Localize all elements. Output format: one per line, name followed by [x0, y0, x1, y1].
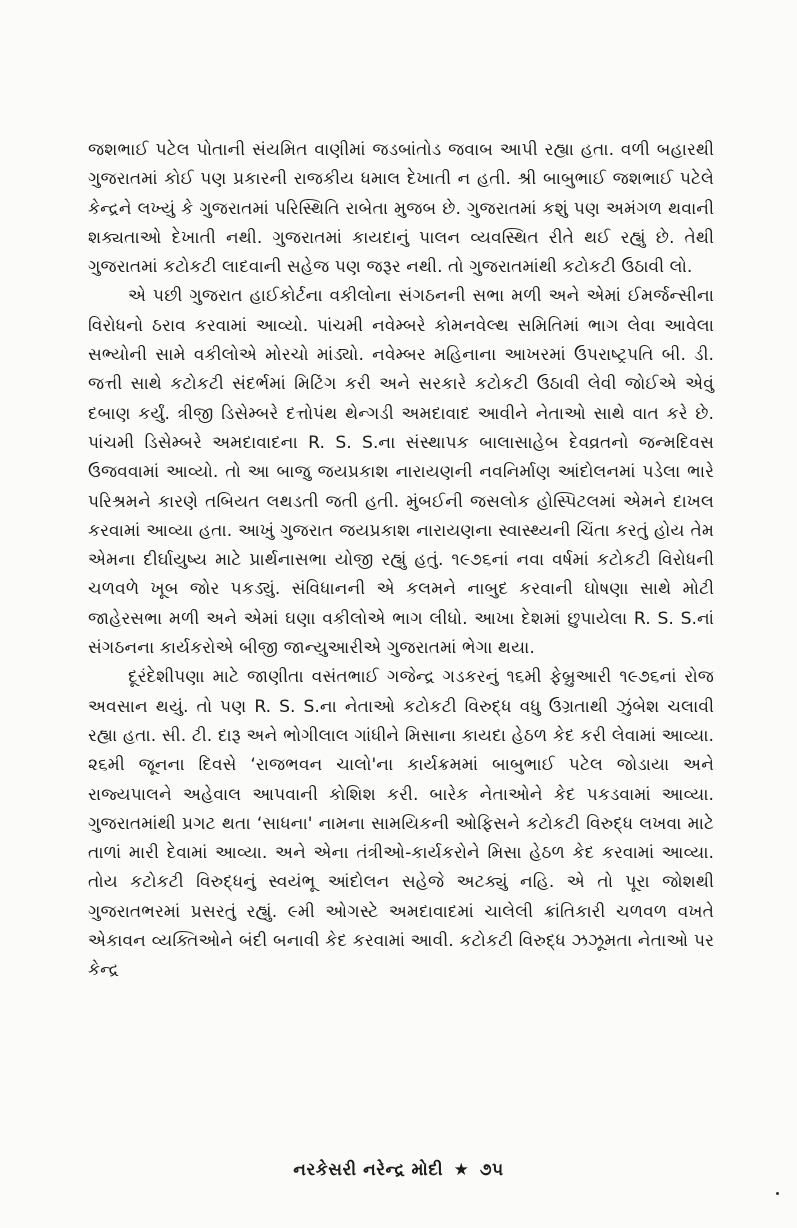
page-footer: [0, 1160, 797, 1180]
paragraph-2: એ પછી ગુજરાત હાઈકોર્ટના વકીલોના સંગઠનની સભા મળી અને એમાં ઈમર્જન્સીના વિરોધનો ઠરાવ કરવામાં આવ્યો. પાંચમી નવેમ્બરે કોમનવેલ્થ સમિતિમાં ભાગ લેવા આવેલા સભ્યોની સામે વકીલોએ મોરચો માંડ્યો. નવેમ્બર મહિનાના આખરમાં ઉપરાષ્ટ્રપતિ બી. ડી. જત્તી સાથે કટોકટી સંદર્ભમાં મિટિંગ કરી અને સરકારે કટોકટી ઉઠાવી લેવી જોઈએ એવું દબાણ કર્યું. ત્રીજી ડિસેમ્બરે દત્તોપંથ થેન્ગડી અમદાવાદ આવીને નેતાઓ સાથે વાત કરે છે. પાંચમી ડિસેમ્બરે અમદાવાદના R. S. S.ના સંસ્થાપક બાલાસાહેબ દેવવ્રતનો જન્મદિવસ ઉજવવામાં આવ્યો. તો આ બાજુ જયપ્રકાશ નારાયણની નવનિર્માણ આંદોલનમાં પડેલા ભારે પરિશ્રમને કારણે તબિયત લથડતી જતી હતી. મુંબઈની જસલોક હોસ્પિટલમાં એમને દાખલ કરવામાં આવ્યા હતા. આખું ગુજરાત જયપ્રકાશ નારાયણના સ્વાસ્થ્યની ચિંતા કરતું હોય તેમ એમના દીર્ઘાયુષ્ય માટે પ્રાર્થનાસભા યોજી રહ્યું હતું. ૧૯૭૬નાં નવા વર્ષમાં કટોકટી વિરોધની ચળવળે ખૂબ જોર પકડ્યું. સંવિધાનની એ કલમને નાબુદ કરવાની ઘોષણા સાથે મોટી જાહેરસભા મળી અને એમાં ઘણા વકીલોએ ભાગ લીધો. આખા દેશમાં છુપાયેલા R. S. S.નાં સંગઠનના કાર્યકરોએ બીજી જાન્યુઆરીએ ગુજરાતમાં ભેગા થયા.: [88, 286, 714, 659]
page-body: [88, 136, 714, 986]
page-number: ૭૫: [479, 1160, 504, 1180]
scan-speck: [776, 1192, 779, 1195]
book-title: નરકેસરી નરેન્દ્ર મોદી: [293, 1160, 444, 1180]
paragraph-1: જશભાઈ પટેલ પોતાની સંયમિત વાણીમાં જડબાંતોડ જવાબ આપી રહ્યા હતા. વળી બહારથી ગુજરાતમાં કોઈ પણ પ્રકારની રાજકીય ધમાલ દેખાતી ન હતી. શ્રી બાબુભાઈ જશભાઈ પટેલે કેન્દ્રને લખ્યું કે ગુજરાતમાં પરિસ્થિતિ રાબેતા મુજબ છે. ગુજરાતમાં કશું પણ અમંગળ થવાની શક્યતાઓ દેખાતી નથી. ગુજરાતમાં કાયદાનું પાલન વ્યવસ્થિત રીતે થઈ રહ્યું છે. તેથી ગુજરાતમાં કટોકટી લાદવાની સહેજ પણ જરૂર નથી. તો ગુજરાતમાંથી કટોકટી ઉઠાવી લો.: [88, 140, 714, 278]
paragraph-3: દૂરંદેશીપણા માટે જાણીતા વસંતભાઈ ગજેન્દ્ર ગડકરનું ૧૬મી ફેબ્રુઆરી ૧૯૭૬નાં રોજ અવસાન થયું. તો પણ R. S. S.ના નેતાઓ કટોકટી વિરુદ્ધ વધુ ઉગ્રતાથી ઝુંબેશ ચલાવી રહ્યા હતા. સી. ટી. દારૂ અને ભોગીલાલ ગાંધીને મિસાના કાયદા હેઠળ કેદ કરી લેવામાં આવ્યા. ૨૬મી જૂનના દિવસે ‘રાજભવન ચાલો'ના કાર્યક્રમમાં બાબુભાઈ પટેલ જોડાયા અને રાજ્યપાલને અહેવાલ આપવાની કોશિશ કરી. બારેક નેતાઓને કેદ પકડવામાં આવ્યા. ગુજરાતમાંથી પ્રગટ થતા ‘સાધના' નામના સામયિકની ઓફિસને કટોકટી વિરુદ્ધ લખવા માટે તાળાં મારી દેવામાં આવ્યા. અને એના તંત્રીઓ-કાર્યકરોને મિસા હેઠળ કેદ કરવામાં આવ્યા. તોય કટોકટી વિરુદ્ધનું સ્વયંભૂ આંદોલન સહેજે અટક્યું નહિ. એ તો પૂરા જોશથી ગુજરાતભરમાં પ્રસરતું રહ્યું. ૯મી ઓગસ્ટે અમદાવાદમાં ચાલેલી ક્રાંતિકારી ચળવળ વખતે એકાવન વ્યક્તિઓને બંદી બનાવી કેદ કરવામાં આવી. કટોકટી વિરુદ્ધ ઝઝૂમતા નેતાઓ પર કેન્દ્ર: [88, 667, 714, 981]
star-separator-icon: ★: [453, 1160, 470, 1180]
